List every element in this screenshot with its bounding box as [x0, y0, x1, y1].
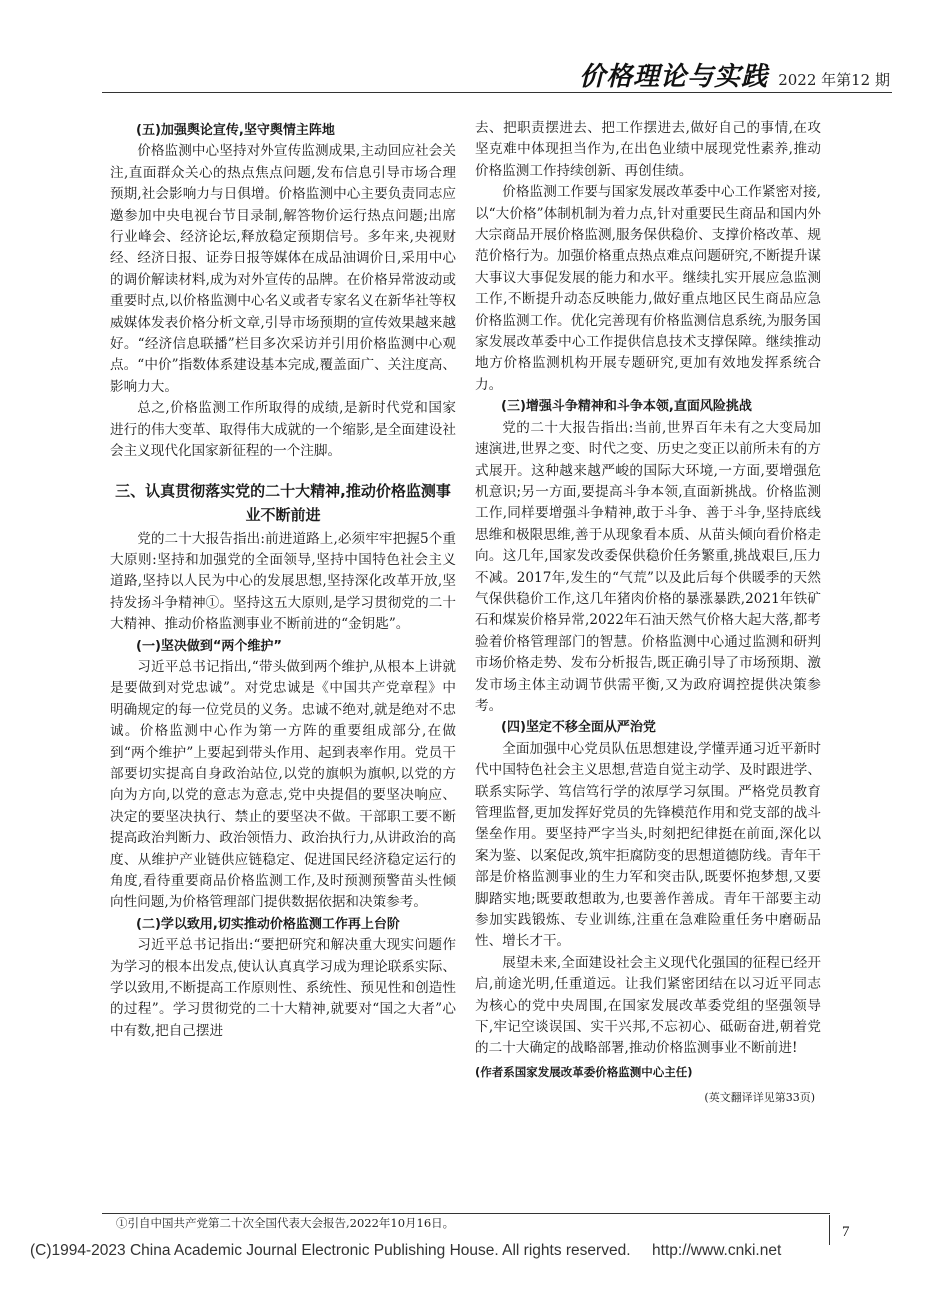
subsection-heading: (五)加强舆论宣传,坚守舆情主阵地: [136, 123, 335, 138]
page-number: 7: [842, 1224, 850, 1240]
paragraph: 习近平总书记指出:“要把研究和解决重大现实问题作为学习的根本出发点,使认认真真学习成为理论联系实际、学以致用,不断提高工作原则性、系统性、预见性和创造性的过程”。学习贯彻党的二十大精神,就要对“国之大者”心中有数,把自己摆进: [110, 937, 456, 1039]
author-note: (作者系国家发展改革委价格监测中心主任): [475, 1064, 693, 1079]
copyright-line: (C)1994-2023 China Academic Journal Electronic Publishing House. All rights reserved. http://www.cnki.net: [30, 1242, 782, 1259]
subsection-heading: (二)学以致用,切实推动价格监测工作再上台阶: [136, 916, 400, 932]
subsection-heading: (三)增强斗争精神和斗争本领,直面风险挑战: [501, 399, 752, 415]
right-column: [475, 118, 821, 1109]
paragraph: 价格监测中心坚持对外宣传监测成果,主动回应社会关注,直面群众关心的热点焦点问题,发布信息引导市场合理预期,社会影响力与日俱增。价格监测中心主要负责同志应邀参加中央电视台节目录制,解答物价运行热点问题;出席行业峰会、经济论坛,释放稳定预期信号。多年来,央视财经、经济日报、证券日报等媒体在成品油调价日,采用中心的调价解读材料,成为对外宣传的品牌。在价格异常波动或重要时点,以价格监测中心名义或者专家名义在新华社等权威媒体发表价格分析文章,引导市场预期的宣传效果越来越好。“经济信息联播”栏目多次采访并引用价格监测中心观点。“中价”指数体系建设基本完成,覆盖面广、关注度高、影响力大。: [110, 143, 456, 395]
masthead: [579, 56, 890, 93]
translation-note: (英文翻译详见第33页): [704, 1091, 815, 1105]
page-number-rule: [829, 1215, 830, 1245]
journal-title: 价格理论与实践: [579, 62, 769, 92]
paragraph: 党的二十大报告指出:前进道路上,必须牢牢把握5个重大原则:坚持和加强党的全面领导,坚持中国特色社会主义道路,坚持以人民为中心的发展思想,坚持深化改革开放,坚持发扬斗争精神①。坚持这五大原则,是学习贯彻党的二十大精神、推动价格监测事业不断前进的“金钥匙”。: [110, 530, 456, 633]
paragraph: 去、把职责摆进去、把工作摆进去,做好自己的事情,在攻坚克难中体现担当作为,在出色业绩中展现党性素养,推动价格监测工作持续创新、再创佳绩。: [475, 120, 821, 179]
paragraph: 价格监测工作要与国家发展改革委中心工作紧密对接,以“大价格”体制机制为着力点,针对重要民生商品和国内外大宗商品开展价格监测,服务保供稳价、支撑价格改革、规范价格行为。加强价格重点热点难点问题研究,不断提升谋大事议大事促发展的能力和水平。继续扎实开展应急监测工作,不断提升动态反映能力,做好重点地区民生商品应急价格监测工作。优化完善现有价格监测信息系统,为服务国家发展改革委中心工作提供信息技术支撑保障。继续推动地方价格监测机构开展专题研究,更加有效地发挥系统合力。: [475, 184, 821, 393]
footnote-rule: [102, 1213, 830, 1214]
footnote: ①引自中国共产党第二十次全国代表大会报告,2022年10月16日。: [116, 1216, 455, 1230]
paragraph: 习近平总书记指出,“带头做到两个维护,从根本上讲就是要做到对党忠诚”。对党忠诚是《中国共产党章程》中明确规定的每一位党员的义务。忠诚不绝对,就是绝对不忠诚。价格监测中心作为第一方阵的重要组成部分,在做到“两个维护”上要起到带头作用、起到表率作用。党员干部要切实提高自身政治站位,以党的旗帜为旗帜,以党的方向为方向,以党的意志为意志,党中央提倡的要坚决响应、决定的要坚决执行、禁止的要坚决不做。干部职工要不断提高政治判断力、政治领悟力、政治执行力,从讲政治的高度、从维护产业链供应链稳定、促进国民经济稳定运行的角度,看待重要商品价格监测工作,及时预测预警苗头性倾向性问题,为价格管理部门提供数据依据和决策参考。: [110, 658, 456, 911]
left-column: [110, 120, 456, 1042]
paragraph: 党的二十大报告指出:当前,世界百年未有之大变局加速演进,世界之变、时代之变、历史之变正以前所未有的方式展开。这种越来越严峻的国际大环境,一方面,要增强危机意识;另一方面,要提高斗争本领,直面新挑战。价格监测工作,同样要增强斗争精神,敢于斗争、善于斗争,坚持底线思维和极限思维,善于从现象看本质、从苗头倾向看价格走向。这几年,国家发改委保供稳价任务繁重,挑战艰巨,压力不减。2017年,发生的“气荒”以及此后每个供暖季的天然气保供稳价工作,这几年猪肉价格的暴涨暴跌,2021年铁矿石和煤炭价格异常,2022年石油天然气价格大起大落,都考验着价格管理部门的智慧。价格监测中心通过监测和研判市场价格走势、发布分析报告,既正确引导了市场预期、激发市场主体主动调节供需平衡,又为政府调控提供决策参考。: [475, 419, 821, 714]
paragraph: 展望未来,全面建设社会主义现代化强国的征程已经开启,前途光明,任重道远。让我们紧密团结在以习近平同志为核心的党中央周围,在国家发展改革委党组的坚强领导下,牢记空谈误国、实干兴邦,不忘初心、砥砺奋进,朝着党的二十大确定的战略部署,推动价格监测事业不断前进!: [475, 954, 821, 1057]
subsection-heading: (四)坚定不移全面从严治党: [501, 720, 656, 736]
paragraph: 总之,价格监测工作所取得的成绩,是新时代党和国家进行的伟大变革、取得伟大成就的一个缩影,是全面建设社会主义现代化国家新征程的一个注脚。: [110, 400, 456, 460]
header-rule: [102, 92, 892, 93]
section-heading: 三、认真贯彻落实党的二十大精神,推动价格监测事业不断前进: [115, 481, 451, 524]
paragraph: 全面加强中心党员队伍思想建设,学懂弄通习近平新时代中国特色社会主义思想,营造自觉主动学、及时跟进学、联系实际学、笃信笃行学的浓厚学习氛围。严格党员教育管理监督,更加发挥好党员的先锋模范作用和党支部的战斗堡垒作用。要坚持严字当头,时刻把纪律挺在前面,深化以案为鉴、以案促改,筑牢拒腐防变的思想道德防线。青年干部是价格监测事业的生力军和突击队,既要怀抱梦想,又要脚踏实地;既要敢想敢为,也要善作善成。青年干部要主动参加实践锻炼、专业训练,注重在急难险重任务中磨砺品性、增长才干。: [475, 740, 821, 950]
subsection-heading: (一)坚决做到“两个维护”: [136, 638, 282, 654]
issue-label: 2022 年第12 期: [778, 71, 890, 89]
